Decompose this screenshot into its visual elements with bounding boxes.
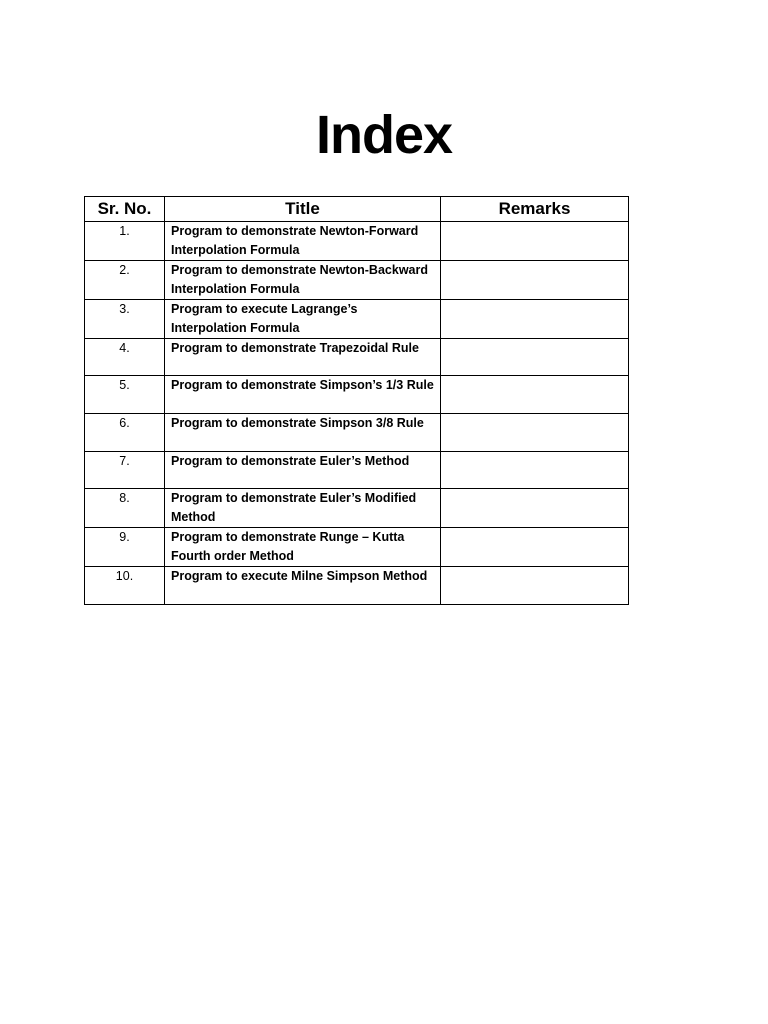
row-number: 8. bbox=[85, 489, 165, 528]
table-row bbox=[85, 339, 629, 376]
page-title: Index bbox=[315, 105, 453, 165]
row-number: 6. bbox=[85, 414, 165, 452]
row-remarks bbox=[441, 414, 629, 452]
row-remarks bbox=[441, 376, 629, 414]
row-remarks bbox=[441, 528, 629, 567]
index-table bbox=[84, 196, 629, 605]
header-sr-no: Sr. No. bbox=[85, 197, 165, 222]
row-title: Program to demonstrate Euler’s Modified Method bbox=[165, 489, 441, 528]
row-title: Program to demonstrate Newton-Forward Interpolation Formula bbox=[165, 222, 441, 261]
row-title: Program to demonstrate Newton-Backward Interpolation Formula bbox=[165, 261, 441, 300]
table-row bbox=[85, 528, 629, 567]
table-row bbox=[85, 300, 629, 339]
row-number: 1. bbox=[85, 222, 165, 261]
row-remarks bbox=[441, 261, 629, 300]
table-row bbox=[85, 222, 629, 261]
header-remarks: Remarks bbox=[441, 197, 629, 222]
row-remarks bbox=[441, 567, 629, 605]
table-row bbox=[85, 452, 629, 489]
row-title: Program to execute Milne Simpson Method bbox=[165, 567, 441, 605]
row-remarks bbox=[441, 339, 629, 376]
table-header-row bbox=[85, 197, 629, 222]
row-number: 3. bbox=[85, 300, 165, 339]
row-number: 7. bbox=[85, 452, 165, 489]
row-remarks bbox=[441, 452, 629, 489]
table-row bbox=[85, 261, 629, 300]
row-number: 10. bbox=[85, 567, 165, 605]
row-title: Program to demonstrate Simpson’s 1/3 Rule bbox=[165, 376, 441, 414]
table-row bbox=[85, 489, 629, 528]
row-remarks bbox=[441, 222, 629, 261]
row-title: Program to demonstrate Runge – Kutta Fourth order Method bbox=[165, 528, 441, 567]
row-number: 4. bbox=[85, 339, 165, 376]
table-row bbox=[85, 567, 629, 605]
table-row bbox=[85, 414, 629, 452]
row-number: 9. bbox=[85, 528, 165, 567]
row-title: Program to demonstrate Simpson 3/8 Rule bbox=[165, 414, 441, 452]
row-title: Program to demonstrate Euler’s Method bbox=[165, 452, 441, 489]
row-number: 2. bbox=[85, 261, 165, 300]
row-title: Program to demonstrate Trapezoidal Rule bbox=[165, 339, 441, 376]
table-row bbox=[85, 376, 629, 414]
row-remarks bbox=[441, 489, 629, 528]
header-title: Title bbox=[165, 197, 441, 222]
row-remarks bbox=[441, 300, 629, 339]
row-number: 5. bbox=[85, 376, 165, 414]
row-title: Program to execute Lagrange’s Interpolation Formula bbox=[165, 300, 441, 339]
